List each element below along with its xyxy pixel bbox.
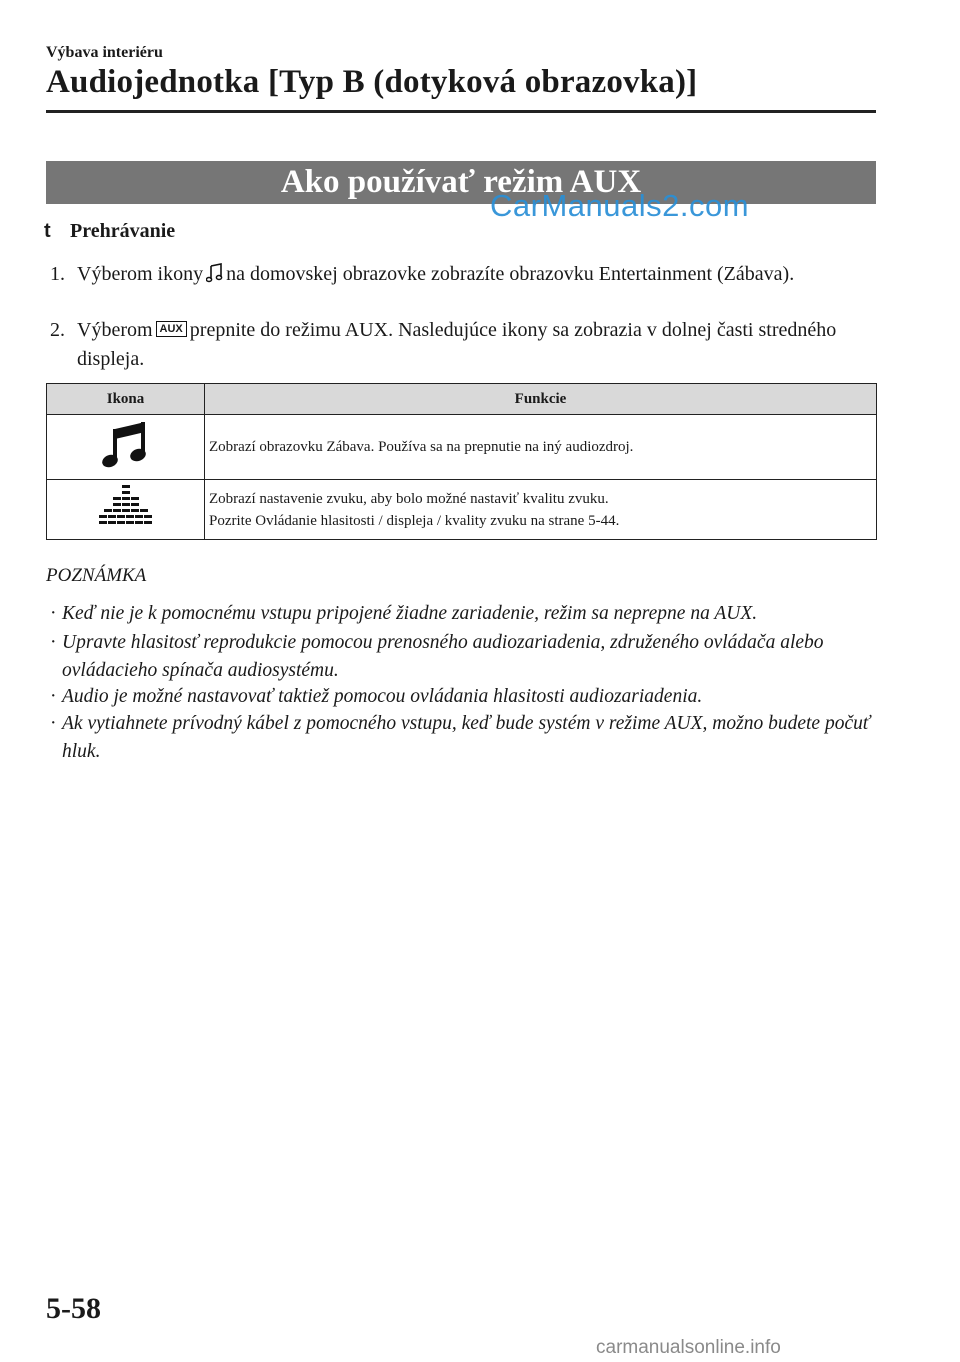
watermark-bottom: carmanualsonline.info xyxy=(596,1337,781,1358)
equalizer-icon xyxy=(99,517,153,533)
bullet-dot: · xyxy=(50,713,57,734)
subsection-title: Prehrávanie xyxy=(70,220,176,242)
title-divider xyxy=(46,110,876,113)
page-title: Audiojednotka [Typ B (dotyková obrazovka)] xyxy=(46,64,698,100)
section-label: Výbava interiéru xyxy=(46,44,163,61)
description-cell xyxy=(205,480,877,540)
step-text-after: prepnite do režimu AUX. Nasledujúce ikony sa zobrazia v dolnej časti stredného displeja. xyxy=(77,319,837,370)
note-text: Audio je možné nastavovať taktiež pomocou ovládania hlasitosti audiozariadenia. xyxy=(62,686,703,707)
icon-cell xyxy=(47,415,205,480)
watermark-top: CarManuals2.com xyxy=(490,188,750,223)
icon-cell xyxy=(47,480,205,540)
description-line: Zobrazí nastavenie zvuku, aby bolo možné nastaviť kvalitu zvuku. xyxy=(209,490,609,507)
bullet-dot: · xyxy=(50,603,57,624)
subsection-heading xyxy=(44,220,175,243)
step-text-after: na domovskej obrazovke zobrazíte obrazovku Entertainment (Zábava). xyxy=(226,263,795,285)
step-1 xyxy=(50,260,850,292)
note-item xyxy=(50,600,880,628)
step-2 xyxy=(50,316,850,374)
subsection-bullet: t xyxy=(44,220,51,242)
description-line: Pozrite Ovládanie hlasitosti / displeja / kvality zvuku na strane 5-44. xyxy=(209,512,620,529)
note-text: Ak vytiahnete prívodný kábel z pomocného vstupu, keď bude systém v režime AUX, možno budete počuť hluk. xyxy=(62,713,870,762)
aux-icon: AUX xyxy=(156,321,187,337)
bullet-dot: · xyxy=(50,632,57,653)
description-cell xyxy=(205,415,877,480)
table-header-row xyxy=(47,384,877,415)
step-text-before: Výberom xyxy=(77,319,153,341)
note-text: Upravte hlasitosť reprodukcie pomocou prenosného audiozariadenia, združeného ovládača alebo ovládacieho spínača audiosystému. xyxy=(62,632,824,681)
note-item xyxy=(50,629,880,685)
section-banner: Ako používať režim AUX xyxy=(46,161,876,204)
note-heading: POZNÁMKA xyxy=(46,565,147,586)
page-number: 5-58 xyxy=(46,1292,101,1325)
function-table xyxy=(46,383,877,540)
note-text: Keď nie je k pomocnému vstupu pripojené žiadne zariadenie, režim sa neprepne na AUX. xyxy=(62,603,758,624)
description-line: Zobrazí obrazovku Zábava. Používa sa na prepnutie na iný audiozdroj. xyxy=(209,439,634,455)
table-row xyxy=(47,415,877,480)
step-number: 1. xyxy=(50,263,65,285)
step-text-before: Výberom ikony xyxy=(77,263,204,285)
column-header-function: Funkcie xyxy=(205,384,877,415)
step-number: 2. xyxy=(50,319,65,341)
bullet-dot: · xyxy=(50,686,57,707)
music-note-icon xyxy=(101,459,151,475)
note-item xyxy=(50,683,880,711)
music-note-icon xyxy=(206,263,223,292)
column-header-icon: Ikona xyxy=(47,384,205,415)
note-item xyxy=(50,710,880,766)
table-row xyxy=(47,480,877,540)
